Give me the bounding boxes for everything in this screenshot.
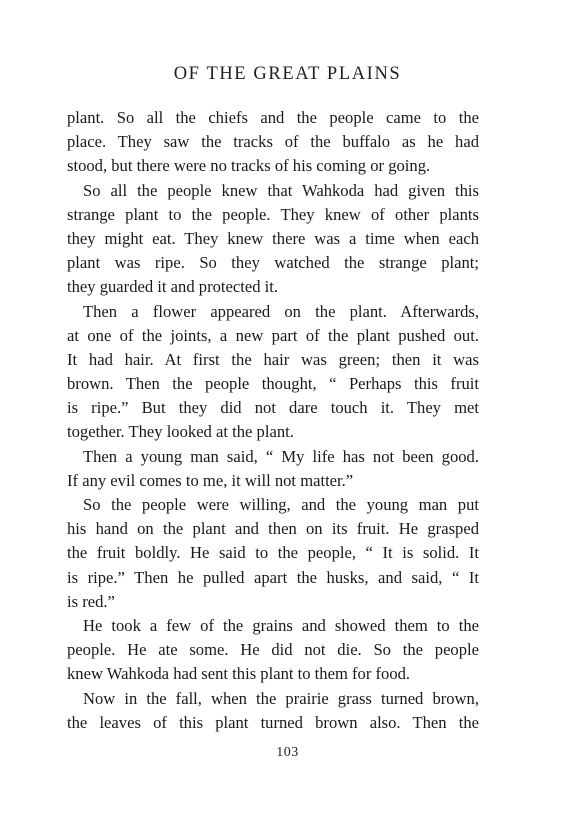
text-line: If any evil comes to me, it will not matter.”	[67, 470, 354, 490]
text-line: they might eat. They knew there was a time when each	[67, 228, 479, 248]
body-text	[67, 106, 479, 735]
running-head: OF THE GREAT PLAINS	[173, 64, 402, 84]
text-line: his hand on the plant and then on its fruit. He grasped	[67, 519, 479, 539]
text-line: He took a few of the grains and showed them to the	[83, 615, 479, 635]
text-line: place. They saw the tracks of the buffalo as he had	[67, 132, 479, 152]
text-line: Now in the fall, when the prairie grass turned brown,	[83, 688, 479, 708]
text-line: Then a flower appeared on the plant. Afterwards,	[83, 301, 479, 321]
text-line: So the people were willing, and the young man put	[83, 495, 479, 514]
text-line: people. He ate some. He did not die. So the people	[67, 640, 479, 660]
text-line: knew Wahkoda had sent this plant to them for food.	[67, 664, 411, 684]
text-line: is red.”	[67, 591, 115, 611]
text-line: plant was ripe. So they watched the strange plant;	[67, 253, 479, 273]
text-line: they guarded it and protected it.	[67, 277, 279, 297]
page-number: 103	[276, 745, 299, 760]
text-line: Then a young man said, “ My life has not been good.	[83, 446, 479, 466]
text-line: is ripe.” Then he pulled apart the husks, and said, “ It	[67, 567, 479, 587]
text-line: at one of the joints, a new part of the plant pushed out.	[67, 325, 479, 345]
text-line: stood, but there were no tracks of his coming or going.	[67, 156, 431, 176]
text-line: together. They looked at the plant.	[67, 422, 294, 442]
text-line: the fruit boldly. He said to the people, “ It is solid. It	[67, 543, 479, 563]
text-line: brown. Then the people thought, “ Perhaps this fruit	[67, 374, 479, 394]
text-line: plant. So all the chiefs and the people came to the	[67, 108, 479, 127]
text-line: So all the people knew that Wahkoda had given this	[83, 180, 479, 200]
text-line: is ripe.” But they did not dare touch it. They met	[67, 398, 479, 418]
text-line: It had hair. At first the hair was green; then it was	[67, 349, 479, 369]
text-line: the leaves of this plant turned brown also. Then the	[67, 712, 479, 732]
text-line: strange plant to the people. They knew of other plants	[67, 204, 479, 224]
